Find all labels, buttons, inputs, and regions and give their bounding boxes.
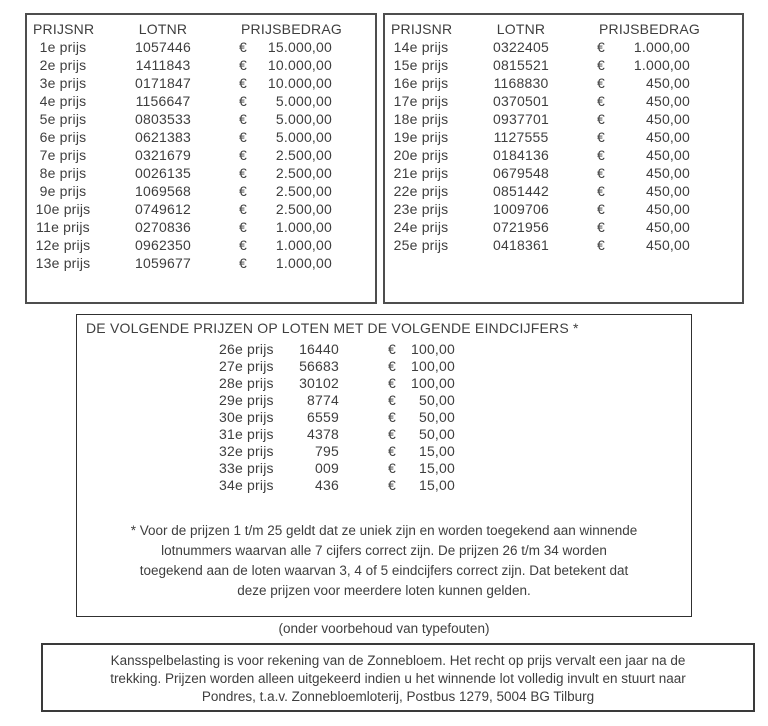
prize-amount [239, 56, 332, 74]
euro-sign: € [388, 341, 396, 357]
lot-end-digits: 795 [315, 443, 339, 459]
amount-value: 10.000,00 [267, 75, 332, 91]
amount-value: 1.000,00 [633, 39, 690, 55]
tax-notice-line: Kansspelbelasting is voor rekening van de Zonnebloem. Het recht op prijs vervalt een jaar na de [110, 653, 686, 668]
lot-number: 0184136 [493, 147, 549, 163]
prize-amount [239, 92, 332, 110]
amount-value: 450,00 [645, 93, 690, 109]
footnote-line: deze prijzen voor meerdere loten kunnen gelden. [237, 583, 531, 598]
prize-table-right [383, 13, 744, 304]
amount-value: 100,00 [410, 375, 455, 391]
amount-value: 450,00 [645, 219, 690, 235]
prize-label: 22e prijs [393, 183, 449, 199]
amount-value: 450,00 [645, 165, 690, 181]
euro-sign: € [597, 111, 605, 127]
amount-value: 450,00 [645, 75, 690, 91]
prize-row [27, 38, 375, 56]
prize-amount [239, 110, 332, 128]
euro-sign: € [388, 409, 396, 425]
column-header-prijsbedrag: PRIJSBEDRAG [599, 21, 700, 37]
amount-value: 10.000,00 [267, 57, 332, 73]
amount-value: 15,00 [418, 443, 455, 459]
prize-label: 14e prijs [393, 39, 449, 55]
prize-row [27, 146, 375, 164]
prize-row [219, 392, 691, 409]
prize-row [219, 375, 691, 392]
prize-row [385, 236, 742, 254]
lot-end-digits: 8774 [307, 392, 339, 408]
amount-value: 450,00 [645, 147, 690, 163]
amount-value: 5.000,00 [275, 129, 332, 145]
euro-sign: € [239, 93, 247, 109]
prize-amount [597, 164, 690, 182]
tax-notice-line: trekking. Prijzen worden alleen uitgekeerd indien u het winnende lot volledig invult en stuurt naar [110, 671, 686, 686]
prize-amount [388, 341, 455, 358]
euro-sign: € [597, 237, 605, 253]
prize-row [27, 254, 375, 272]
euro-sign: € [597, 129, 605, 145]
prize-label: 3e prijs [39, 75, 87, 91]
prize-label: 4e prijs [39, 93, 87, 109]
prize-label: 25e prijs [393, 237, 449, 253]
footnote-line: lotnummers waarvan alle 7 cijfers correct zijn. De prijzen 26 t/m 34 worden [161, 543, 607, 558]
prize-amount [388, 443, 455, 460]
prize-row [219, 358, 691, 375]
euro-sign: € [388, 358, 396, 374]
prize-amount [597, 182, 690, 200]
prize-amount [239, 200, 332, 218]
prize-label: 29e prijs [219, 392, 274, 408]
prize-label: 28e prijs [219, 375, 274, 391]
prize-label: 9e prijs [39, 183, 87, 199]
prize-amount [597, 128, 690, 146]
euro-sign: € [597, 39, 605, 55]
prize-row [385, 56, 742, 74]
tax-notice-line: Pondres, t.a.v. Zonnebloemloterij, Postbus 1279, 5004 BG Tilburg [201, 689, 595, 704]
prize-amount [597, 200, 690, 218]
footnote-line: toegekend aan de loten waarvan 3, 4 of 5 eindcijfers correct zijn. Dat betekent dat [139, 563, 629, 578]
prize-amount [597, 110, 690, 128]
euro-sign: € [388, 443, 396, 459]
prize-label: 8e prijs [39, 165, 87, 181]
prize-amount [388, 375, 455, 392]
table-header-row [27, 20, 375, 38]
lot-number: 1059677 [135, 255, 191, 271]
prize-rows-right [385, 38, 742, 254]
amount-value: 450,00 [645, 237, 690, 253]
prize-row [385, 200, 742, 218]
amount-value: 15,00 [418, 460, 455, 476]
footnote-line: * Voor de prijzen 1 t/m 25 geldt dat ze uniek zijn en worden toegekend aan winnende [130, 523, 638, 538]
prize-label: 13e prijs [35, 255, 91, 271]
lot-end-digits: 009 [315, 460, 339, 476]
footnote [77, 521, 691, 601]
lot-number: 1069568 [135, 183, 191, 199]
amount-value: 100,00 [410, 341, 455, 357]
prize-amount [239, 218, 332, 236]
euro-sign: € [388, 375, 396, 391]
euro-sign: € [597, 201, 605, 217]
amount-value: 50,00 [418, 392, 455, 408]
prize-row [27, 200, 375, 218]
lot-number: 0321679 [135, 147, 191, 163]
amount-value: 1.000,00 [275, 237, 332, 253]
amount-value: 2.500,00 [275, 165, 332, 181]
prize-row [385, 218, 742, 236]
prize-label: 12e prijs [35, 237, 91, 253]
euro-sign: € [239, 219, 247, 235]
euro-sign: € [388, 426, 396, 442]
amount-value: 450,00 [645, 201, 690, 217]
prize-label: 7e prijs [39, 147, 87, 163]
euro-sign: € [597, 165, 605, 181]
prize-label: 17e prijs [393, 93, 449, 109]
lot-number: 0679548 [493, 165, 549, 181]
amount-value: 15.000,00 [267, 39, 332, 55]
prize-label: 30e prijs [219, 409, 274, 425]
prize-label: 10e prijs [35, 201, 91, 217]
column-header-prijsnr: PRIJSNR [391, 21, 453, 37]
prize-amount [597, 92, 690, 110]
prize-row [219, 341, 691, 358]
euro-sign: € [388, 460, 396, 476]
prize-row [385, 182, 742, 200]
end-digit-rows [77, 341, 691, 494]
amount-value: 2.500,00 [275, 201, 332, 217]
prize-label: 2e prijs [39, 57, 87, 73]
amount-value: 2.500,00 [275, 147, 332, 163]
prize-row [385, 110, 742, 128]
lot-number: 0962350 [135, 237, 191, 253]
euro-sign: € [597, 75, 605, 91]
euro-sign: € [239, 165, 247, 181]
euro-sign: € [597, 219, 605, 235]
prize-label: 19e prijs [393, 129, 449, 145]
lot-number: 0418361 [493, 237, 549, 253]
lot-number: 0270836 [135, 219, 191, 235]
prize-row [385, 38, 742, 56]
prize-row [385, 146, 742, 164]
prize-row [219, 443, 691, 460]
prize-amount [388, 358, 455, 375]
prize-label: 34e prijs [219, 477, 274, 493]
prize-label: 1e prijs [39, 39, 87, 55]
lot-number: 0721956 [493, 219, 549, 235]
prize-row [27, 110, 375, 128]
lot-number: 0621383 [135, 129, 191, 145]
prize-amount [239, 128, 332, 146]
prize-row [27, 182, 375, 200]
prize-row [219, 426, 691, 443]
prize-row [27, 218, 375, 236]
euro-sign: € [239, 255, 247, 271]
lot-number: 1168830 [493, 75, 549, 91]
prize-amount [388, 392, 455, 409]
euro-sign: € [239, 201, 247, 217]
amount-value: 1.000,00 [633, 57, 690, 73]
lot-number: 1156647 [135, 93, 191, 109]
prize-row [385, 74, 742, 92]
amount-value: 5.000,00 [275, 111, 332, 127]
lot-end-digits: 436 [315, 477, 339, 493]
euro-sign: € [239, 147, 247, 163]
prize-label: 11e prijs [36, 219, 90, 235]
prize-label: 33e prijs [219, 460, 274, 476]
lot-number: 0322405 [493, 39, 549, 55]
prize-label: 18e prijs [393, 111, 449, 127]
euro-sign: € [597, 57, 605, 73]
prize-row [27, 74, 375, 92]
lot-end-digits: 56683 [299, 358, 339, 374]
prize-row [219, 460, 691, 477]
column-header-lotnr: LOTNR [138, 21, 188, 37]
amount-value: 15,00 [418, 477, 455, 493]
prize-amount [597, 218, 690, 236]
lot-number: 0749612 [135, 201, 191, 217]
euro-sign: € [388, 477, 396, 493]
euro-sign: € [597, 183, 605, 199]
lot-number: 0803533 [135, 111, 191, 127]
amount-value: 5.000,00 [275, 93, 332, 109]
prize-row [27, 236, 375, 254]
euro-sign: € [239, 183, 247, 199]
prize-amount [597, 74, 690, 92]
typo-disclaimer: (onder voorbehoud van typefouten) [278, 621, 490, 636]
lot-end-digits: 16440 [299, 341, 339, 357]
euro-sign: € [388, 392, 396, 408]
lot-number: 1057446 [135, 39, 191, 55]
euro-sign: € [597, 147, 605, 163]
amount-value: 50,00 [418, 426, 455, 442]
prize-label: 23e prijs [393, 201, 449, 217]
prize-amount [597, 56, 690, 74]
prize-rows-left [27, 38, 375, 272]
tax-notice-box [41, 643, 755, 712]
prize-amount [388, 409, 455, 426]
prize-amount [239, 38, 332, 56]
prize-row [27, 164, 375, 182]
euro-sign: € [239, 111, 247, 127]
amount-value: 100,00 [410, 358, 455, 374]
lot-end-digits: 30102 [299, 375, 339, 391]
lot-number: 0171847 [135, 75, 191, 91]
prize-amount [239, 236, 332, 254]
prize-label: 31e prijs [219, 426, 274, 442]
amount-value: 1.000,00 [275, 255, 332, 271]
lot-number: 1009706 [493, 201, 549, 217]
prize-row [385, 164, 742, 182]
euro-sign: € [239, 237, 247, 253]
prize-label: 15e prijs [393, 57, 449, 73]
prize-amount [239, 182, 332, 200]
prize-amount [597, 146, 690, 164]
prize-amount [388, 460, 455, 477]
euro-sign: € [239, 39, 247, 55]
table-header-row [385, 20, 742, 38]
lot-number: 0851442 [493, 183, 549, 199]
lot-number: 0815521 [493, 57, 549, 73]
prize-label: 6e prijs [39, 129, 87, 145]
end-digit-title: DE VOLGENDE PRIJZEN OP LOTEN MET DE VOLGENDE EINDCIJFERS * [86, 320, 579, 336]
prize-amount [239, 254, 332, 272]
euro-sign: € [597, 93, 605, 109]
prize-row [219, 477, 691, 494]
prize-amount [597, 38, 690, 56]
prize-label: 16e prijs [393, 75, 449, 91]
prize-label: 26e prijs [219, 341, 274, 357]
prize-amount [239, 74, 332, 92]
lot-number: 1127555 [493, 129, 549, 145]
euro-sign: € [239, 75, 247, 91]
prize-label: 32e prijs [219, 443, 274, 459]
prize-amount [239, 164, 332, 182]
prize-row [27, 56, 375, 74]
lot-end-digits: 4378 [307, 426, 339, 442]
amount-value: 450,00 [645, 183, 690, 199]
prize-row [27, 128, 375, 146]
prize-row [219, 409, 691, 426]
amount-value: 450,00 [645, 129, 690, 145]
prize-label: 27e prijs [219, 358, 274, 374]
lot-number: 0026135 [135, 165, 191, 181]
prize-amount [388, 477, 455, 494]
prize-amount [388, 426, 455, 443]
amount-value: 2.500,00 [275, 183, 332, 199]
prize-label: 24e prijs [393, 219, 449, 235]
euro-sign: € [239, 57, 247, 73]
column-header-lotnr: LOTNR [496, 21, 546, 37]
amount-value: 1.000,00 [275, 219, 332, 235]
prize-label: 20e prijs [393, 147, 449, 163]
lot-number: 1411843 [135, 57, 191, 73]
lot-number: 0937701 [493, 111, 549, 127]
lot-number: 0370501 [493, 93, 549, 109]
column-header-prijsbedrag: PRIJSBEDRAG [241, 21, 342, 37]
prize-amount [239, 146, 332, 164]
prize-label: 5e prijs [39, 111, 87, 127]
prize-amount [597, 236, 690, 254]
prize-label: 21e prijs [393, 165, 449, 181]
column-header-prijsnr: PRIJSNR [33, 21, 95, 37]
amount-value: 50,00 [418, 409, 455, 425]
prize-row [385, 92, 742, 110]
lot-end-digits: 6559 [307, 409, 339, 425]
prize-row [27, 92, 375, 110]
prize-row [385, 128, 742, 146]
euro-sign: € [239, 129, 247, 145]
prize-table-left [25, 13, 377, 304]
amount-value: 450,00 [645, 111, 690, 127]
end-digit-prizes-box [76, 314, 692, 617]
